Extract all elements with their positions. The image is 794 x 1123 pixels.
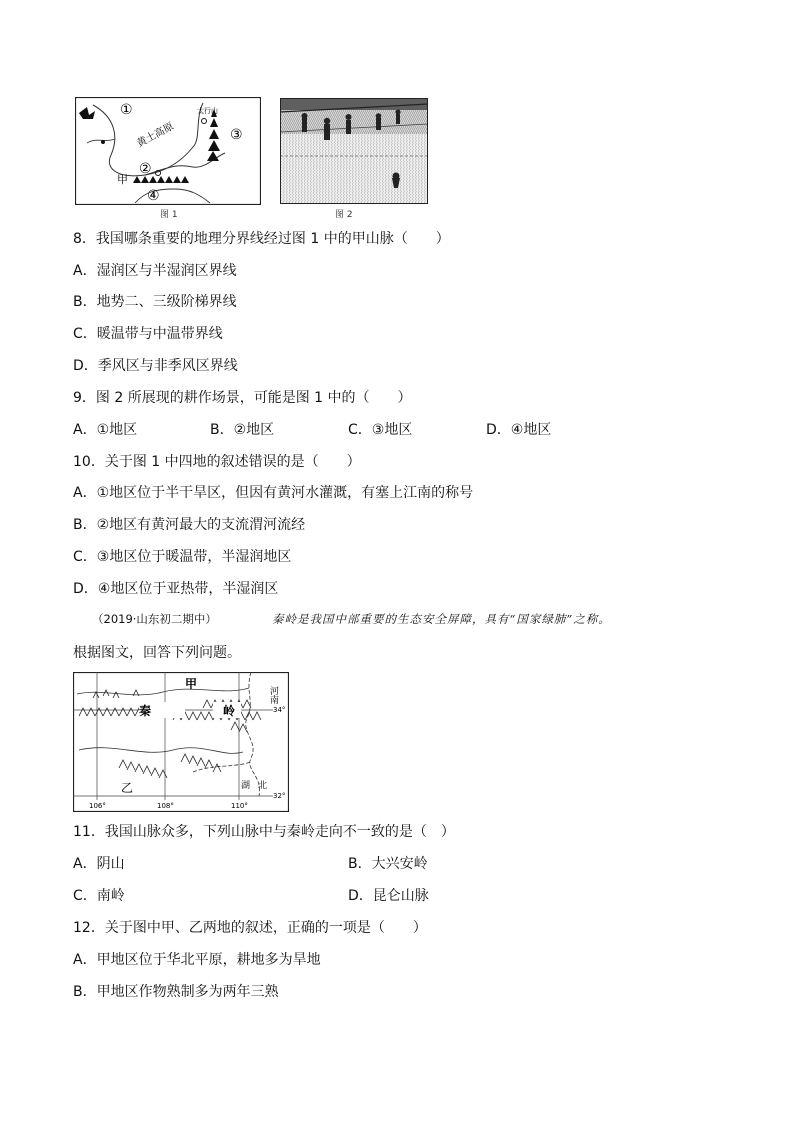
question-11-option-c: C．南岭 — [73, 888, 125, 904]
question-10-option-c: C．③地区位于暖温带，半湿润地区 — [73, 549, 292, 565]
figure-2-photo — [280, 98, 428, 204]
question-8-option-c: C．暖温带与中温带界线 — [73, 326, 223, 342]
map-label-lat32: 32° — [273, 792, 286, 800]
question-11-option-d: D．昆仑山脉 — [348, 888, 429, 904]
map-label-jia: 甲 — [185, 677, 198, 691]
question-8-option-b: B．地势二、三级阶梯界线 — [73, 294, 237, 310]
map-label-lon106: 106° — [89, 802, 106, 810]
map-label-henan: 河南 — [268, 686, 278, 704]
question-10-option-b: B．②地区有黄河最大的支流渭河流经 — [73, 517, 306, 533]
map-label-ling: 岭 — [223, 704, 236, 718]
label-loess-plateau: 黄土高原 — [135, 121, 176, 150]
label-taihang: 太行山 — [197, 107, 218, 115]
question-8-option-d: D．季风区与非季风区界线 — [73, 358, 238, 374]
qinling-map — [73, 672, 289, 812]
question-12-option-a: A．甲地区位于华北平原，耕地多为旱地 — [73, 952, 321, 968]
figure-2-caption: 图 2 — [335, 210, 353, 220]
question-9-option-c: C．③地区 — [348, 422, 413, 438]
question-11-option-b: B．大兴安岭 — [348, 856, 428, 872]
question-10-stem: 10．关于图 1 中四地的叙述错误的是（ ） — [73, 454, 361, 470]
passage-instruction: 根据图文，回答下列问题。 — [73, 645, 241, 661]
figure-1-caption: 图 1 — [160, 210, 178, 220]
question-9-option-a: A．①地区 — [73, 422, 138, 438]
figure-1-map — [75, 97, 261, 205]
question-10-option-a: A．①地区位于半干旱区，但因有黄河水灌溉，有塞上江南的称号 — [73, 485, 474, 501]
map-label-lon108: 108° — [157, 802, 174, 810]
question-12-option-b: B．甲地区作物熟制多为两年三熟 — [73, 984, 279, 1000]
map-label-lat34: 34° — [273, 706, 286, 714]
map-label-yi: 乙 — [121, 781, 134, 795]
map-label-lon110: 110° — [231, 802, 248, 810]
map-label-qin: 秦 — [139, 704, 152, 718]
passage-intro: 秦岭是我国中部重要的生态安全屏障，具有“国家绿肺”之称。 — [272, 612, 611, 626]
passage-source: （2019·山东初二期中） — [92, 612, 217, 626]
question-12-stem: 12．关于图中甲、乙两地的叙述，正确的一项是（ ） — [73, 920, 427, 936]
question-8-option-a: A．湿润区与半湿润区界线 — [73, 263, 237, 279]
question-9-option-d: D．④地区 — [486, 422, 552, 438]
label-jia-mountain: 甲 — [117, 173, 128, 186]
question-11-option-a: A．阴山 — [73, 856, 125, 872]
label-circle-2: ② — [139, 161, 152, 177]
question-8-stem: 8．我国哪条重要的地理分界线经过图 1 中的甲山脉（ ） — [73, 231, 450, 247]
question-9-stem: 9．图 2 所展现的耕作场景，可能是图 1 中的（ ） — [73, 390, 412, 406]
question-10-option-d: D．④地区位于亚热带，半湿润区 — [73, 581, 279, 597]
map-label-hubei: 湖北 — [241, 781, 276, 791]
question-9-option-b: B．②地区 — [210, 422, 275, 438]
label-circle-1: ① — [120, 102, 133, 118]
label-circle-4: ④ — [147, 188, 160, 204]
question-11-stem: 11．我国山脉众多，下列山脉中与秦岭走向不一致的是（ ） — [73, 824, 455, 840]
label-circle-3: ③ — [230, 127, 243, 143]
